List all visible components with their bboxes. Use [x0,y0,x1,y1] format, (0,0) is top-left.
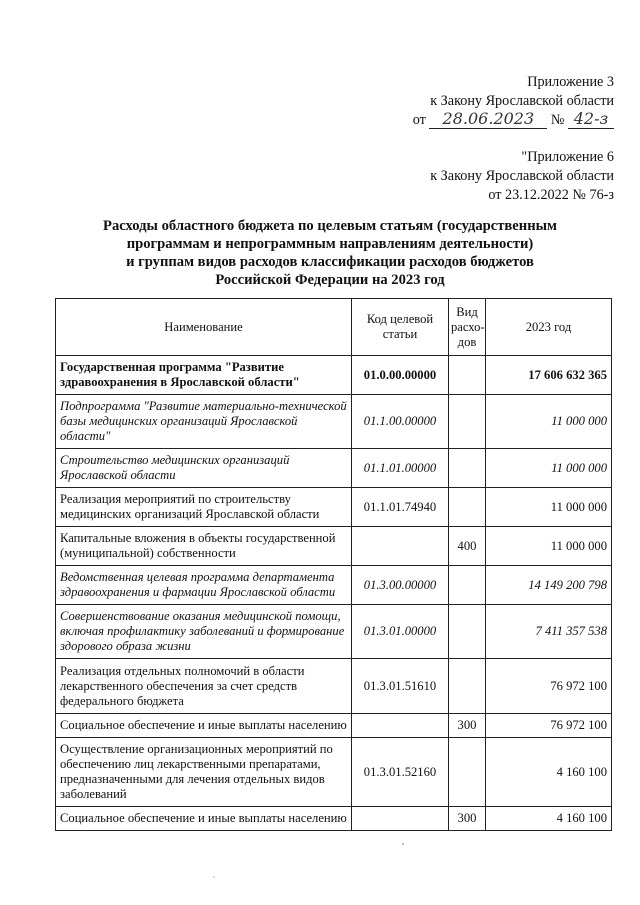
row-name: Подпрограмма "Развитие материально-технической базы медицинских организаций Ярославской области" [56,395,352,449]
title-line-4: Российской Федерации на 2023 год [215,272,445,288]
table-row [56,488,612,527]
row-name: Социальное обеспечение и иные выплаты населению [56,714,352,738]
table-row [56,807,612,831]
annex-date-line [413,111,614,130]
row-code: 01.3.01.00000 [352,605,449,659]
row-amount: 11 000 000 [486,488,612,527]
document-title [60,217,600,289]
row-code: 01.3.01.52160 [352,738,449,807]
table-row [56,356,612,395]
row-amount: 14 149 200 798 [486,566,612,605]
title-line-1: Расходы областного бюджета по целевым статьям (государственным [103,218,557,234]
row-code [352,527,449,566]
previous-line-2: к Закону Ярославской области [430,168,614,184]
table-row [56,659,612,714]
row-kind: 400 [449,527,486,566]
row-kind [449,356,486,395]
row-code: 01.3.01.51610 [352,659,449,714]
row-code: 01.3.00.00000 [352,566,449,605]
previous-line-3: от 23.12.2022 № 76-з [488,187,614,203]
row-kind [449,566,486,605]
row-amount: 4 160 100 [486,807,612,831]
row-code: 01.1.01.74940 [352,488,449,527]
table-row [56,738,612,807]
annex-handwritten-date: 28.06.2023 [442,109,535,128]
title-line-3: и группам видов расходов классификации расходов бюджетов [126,254,534,270]
row-amount: 11 000 000 [486,527,612,566]
title-line-2: программам и непрограммным направлениям деятельности) [126,236,534,252]
table-row [56,605,612,659]
row-code: 01.1.00.00000 [352,395,449,449]
table-row [56,527,612,566]
row-kind [449,488,486,527]
row-amount: 11 000 000 [486,449,612,488]
header-code: Код целевой статьи [352,299,449,356]
row-name: Совершенствование оказания медицинской помощи, включая профилактику заболеваний и формирование здорового образа жизни [56,605,352,659]
row-name: Реализация отдельных полномочий в области лекарственного обеспечения за счет средств федерального бюджета [56,659,352,714]
row-kind [449,605,486,659]
annex-line-1: Приложение 3 [527,74,614,90]
row-name: Капитальные вложения в объекты государственной (муниципальной) собственности [56,527,352,566]
row-code: 01.1.01.00000 [352,449,449,488]
row-name: Социальное обеспечение и иные выплаты населению [56,807,352,831]
row-name: Осуществление организационных мероприятий по обеспечению лиц лекарственными препаратами, предназначенными для лечения отдельных видов заболеваний [56,738,352,807]
row-amount: 17 606 632 365 [486,356,612,395]
header-kind: Вид расхо-дов [449,299,486,356]
row-kind: 300 [449,714,486,738]
table-row [56,566,612,605]
row-kind [449,449,486,488]
expenses-table [55,298,612,831]
row-kind [449,395,486,449]
annex-header [413,73,614,130]
row-code [352,807,449,831]
annex-handwritten-number: 42-з [573,109,609,128]
table-row [56,395,612,449]
header-year: 2023 год [486,299,612,356]
table-row [56,714,612,738]
table-header-row [56,299,612,356]
row-amount: 7 411 357 538 [486,605,612,659]
annex-line-2: к Закону Ярославской области [430,93,614,109]
scan-speck [402,843,404,845]
previous-annex-header [430,148,614,205]
row-amount: 76 972 100 [486,659,612,714]
scan-speck [213,876,215,878]
table-row [56,449,612,488]
row-amount: 76 972 100 [486,714,612,738]
header-name: Наименование [56,299,352,356]
row-kind: 300 [449,807,486,831]
row-code: 01.0.00.00000 [352,356,449,395]
row-name: Реализация мероприятий по строительству медицинских организаций Ярославской области [56,488,352,527]
row-name: Государственная программа "Развитие здравоохранения в Ярославской области" [56,356,352,395]
annex-from-label: от [412,112,426,128]
row-code [352,714,449,738]
row-kind [449,659,486,714]
row-kind [449,738,486,807]
annex-number-label: № [550,112,565,128]
previous-line-1: "Приложение 6 [521,149,614,165]
row-amount: 11 000 000 [486,395,612,449]
row-amount: 4 160 100 [486,738,612,807]
row-name: Строительство медицинских организаций Ярославской области [56,449,352,488]
row-name: Ведомственная целевая программа департамента здравоохранения и фармации Ярославской области [56,566,352,605]
